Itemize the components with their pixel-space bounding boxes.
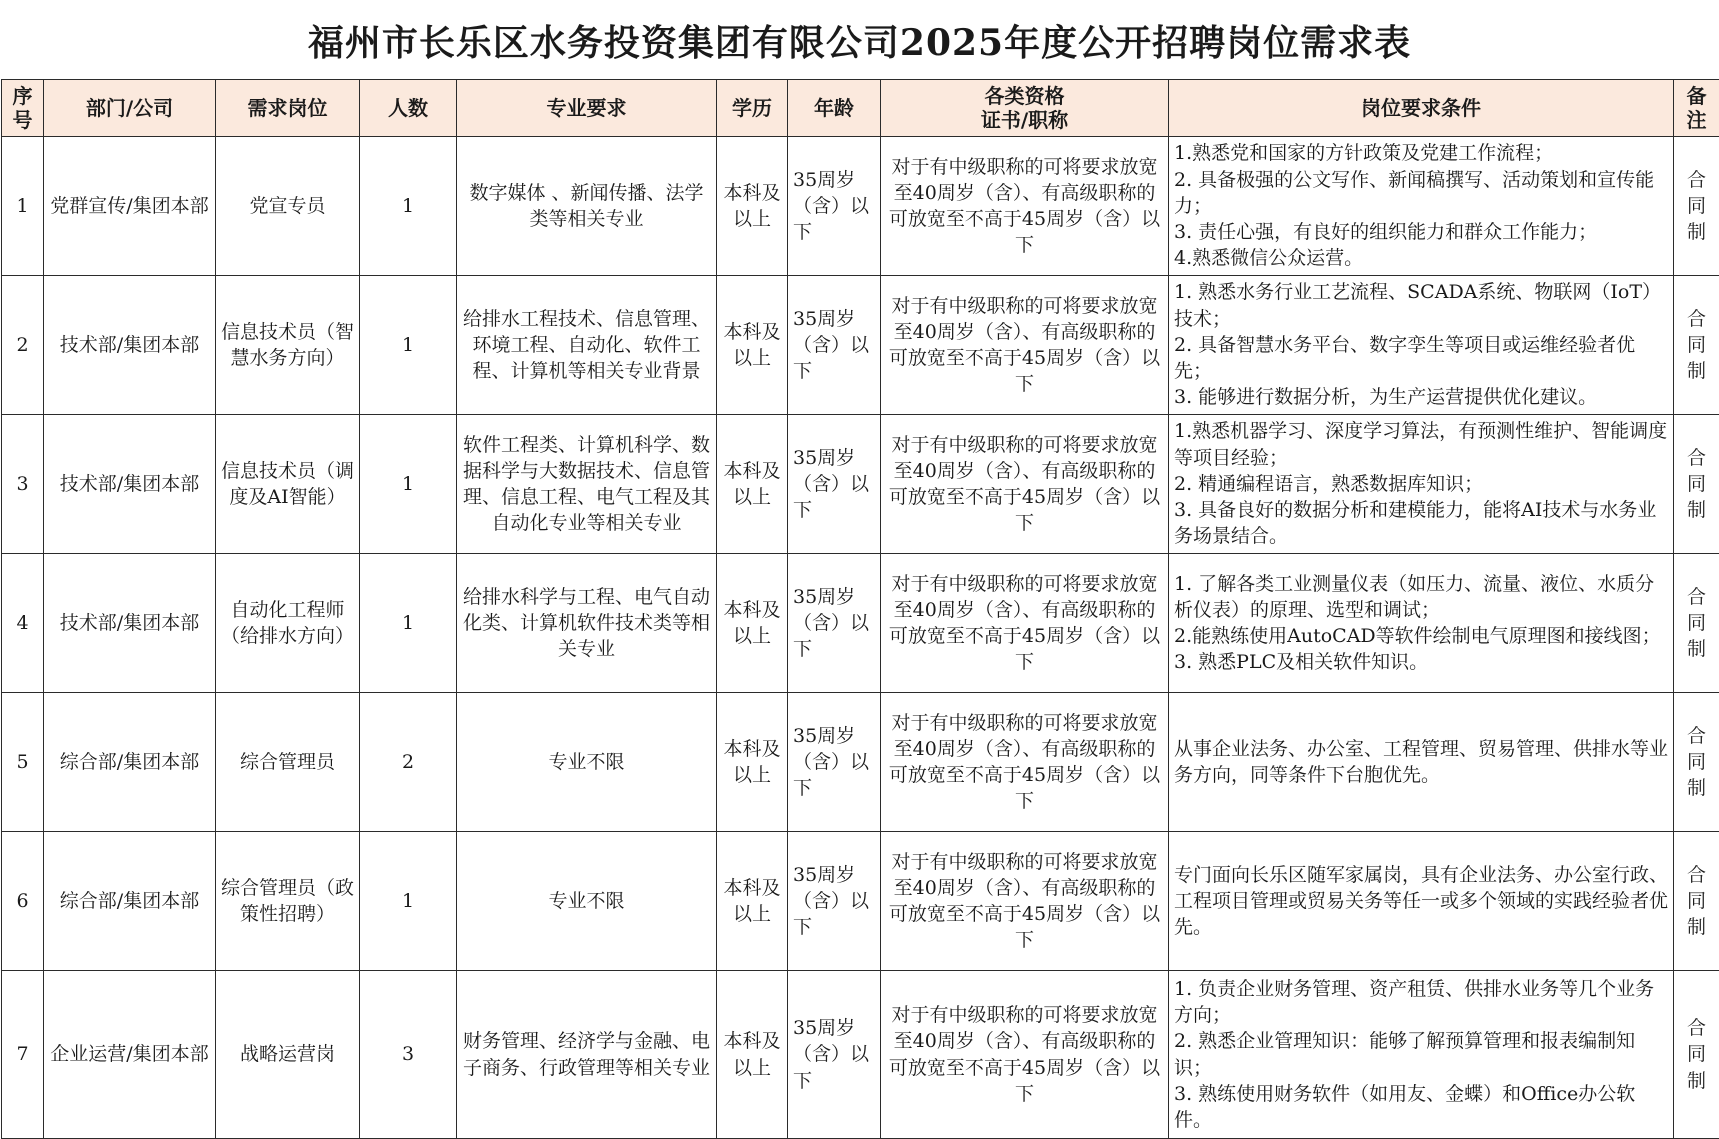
- cell-requirements: [1169, 832, 1674, 971]
- cell-position: 战略运营岗: [216, 971, 360, 1139]
- header-cert-line2: 证书/职称: [886, 108, 1163, 132]
- requirement-line: 1. 负责企业财务管理、资产租赁、供排水业务等几个业务方向；: [1174, 976, 1668, 1028]
- requirement-line: 3. 熟悉PLC及相关软件知识。: [1174, 649, 1668, 675]
- requirement-line: 1.熟悉机器学习、深度学习算法，有预测性维护、智能调度等项目经验；: [1174, 418, 1668, 470]
- cell-count: 1: [360, 415, 457, 554]
- cell-education: 本科及以上: [717, 276, 788, 415]
- cell-major: 数字媒体 、新闻传播、法学类等相关专业: [457, 137, 717, 276]
- table-row: [2, 137, 1719, 276]
- header-row: [2, 80, 1719, 137]
- cell-count: 1: [360, 137, 457, 276]
- header-age: 年龄: [788, 80, 881, 137]
- requirement-line: 2. 熟悉企业管理知识：能够了解预算管理和报表编制知识；: [1174, 1028, 1668, 1080]
- cell-education: 本科及以上: [717, 971, 788, 1139]
- header-dept: 部门/公司: [44, 80, 216, 137]
- cell-major: 专业不限: [457, 693, 717, 832]
- requirement-line: 2.能熟练使用AutoCAD等软件绘制电气原理图和接线图；: [1174, 623, 1668, 649]
- cell-age: 35周岁（含）以下: [788, 832, 881, 971]
- cell-dept: 企业运营/集团本部: [44, 971, 216, 1139]
- cell-requirements: [1169, 554, 1674, 693]
- cell-dept: 综合部/集团本部: [44, 832, 216, 971]
- cell-note: 合同制: [1674, 554, 1719, 693]
- table-row: [2, 415, 1719, 554]
- cell-age: 35周岁（含）以下: [788, 693, 881, 832]
- cell-education: 本科及以上: [717, 554, 788, 693]
- table-row: [2, 832, 1719, 971]
- cell-position: 综合管理员: [216, 693, 360, 832]
- recruitment-table: [1, 79, 1719, 1139]
- requirement-line: 3. 熟练使用财务软件（如用友、金蝶）和Office办公软件。: [1174, 1081, 1668, 1133]
- cell-cert: 对于有中级职称的可将要求放宽至40周岁（含）、有高级职称的可放宽至不高于45周岁（含）以下: [881, 971, 1169, 1139]
- cell-education: 本科及以上: [717, 693, 788, 832]
- cell-age: 35周岁（含）以下: [788, 137, 881, 276]
- cell-education: 本科及以上: [717, 415, 788, 554]
- header-seq: 序号: [2, 80, 44, 137]
- header-cert-line1: 各类资格: [886, 84, 1163, 108]
- header-count: 人数: [360, 80, 457, 137]
- cell-major: 软件工程类、计算机科学、数据科学与大数据技术、信息管理、信息工程、电气工程及其自动化专业等相关专业: [457, 415, 717, 554]
- table-row: [2, 276, 1719, 415]
- header-cert: [881, 80, 1169, 137]
- cell-age: 35周岁（含）以下: [788, 415, 881, 554]
- cell-requirements: [1169, 137, 1674, 276]
- requirement-line: 3. 责任心强，有良好的组织能力和群众工作能力；: [1174, 219, 1668, 245]
- requirement-line: 1. 了解各类工业测量仪表（如压力、流量、液位、水质分析仪表）的原理、选型和调试；: [1174, 571, 1668, 623]
- cell-cert: 对于有中级职称的可将要求放宽至40周岁（含）、有高级职称的可放宽至不高于45周岁（含）以下: [881, 832, 1169, 971]
- cell-seq: 5: [2, 693, 44, 832]
- requirement-line: 2. 具备极强的公文写作、新闻稿撰写、活动策划和宣传能力；: [1174, 167, 1668, 219]
- cell-note: 合同制: [1674, 137, 1719, 276]
- cell-seq: 6: [2, 832, 44, 971]
- cell-age: 35周岁（含）以下: [788, 554, 881, 693]
- cell-seq: 4: [2, 554, 44, 693]
- cell-cert: 对于有中级职称的可将要求放宽至40周岁（含）、有高级职称的可放宽至不高于45周岁（含）以下: [881, 276, 1169, 415]
- cell-dept: 技术部/集团本部: [44, 276, 216, 415]
- cell-position: 自动化工程师（给排水方向）: [216, 554, 360, 693]
- cell-position: 综合管理员（政策性招聘）: [216, 832, 360, 971]
- requirement-line: 4.熟悉微信公众运营。: [1174, 245, 1668, 271]
- table-row: [2, 693, 1719, 832]
- cell-education: 本科及以上: [717, 137, 788, 276]
- cell-note: 合同制: [1674, 276, 1719, 415]
- cell-note: 合同制: [1674, 693, 1719, 832]
- requirement-line: 2. 精通编程语言，熟悉数据库知识；: [1174, 471, 1668, 497]
- cell-major: 给排水科学与工程、电气自动化类、计算机软件技术类等相关专业: [457, 554, 717, 693]
- cell-requirements: [1169, 276, 1674, 415]
- cell-cert: 对于有中级职称的可将要求放宽至40周岁（含）、有高级职称的可放宽至不高于45周岁（含）以下: [881, 137, 1169, 276]
- table-row: [2, 554, 1719, 693]
- requirement-line: 1.熟悉党和国家的方针政策及党建工作流程；: [1174, 140, 1668, 166]
- cell-major: 专业不限: [457, 832, 717, 971]
- cell-requirements: [1169, 971, 1674, 1139]
- header-position: 需求岗位: [216, 80, 360, 137]
- cell-note: 合同制: [1674, 971, 1719, 1139]
- cell-requirements: [1169, 693, 1674, 832]
- cell-count: 1: [360, 832, 457, 971]
- header-major: 专业要求: [457, 80, 717, 137]
- cell-requirements: [1169, 415, 1674, 554]
- cell-count: 3: [360, 971, 457, 1139]
- cell-cert: 对于有中级职称的可将要求放宽至40周岁（含）、有高级职称的可放宽至不高于45周岁（含）以下: [881, 415, 1169, 554]
- cell-position: 信息技术员（调度及AI智能）: [216, 415, 360, 554]
- cell-dept: 技术部/集团本部: [44, 554, 216, 693]
- requirement-line: 3. 能够进行数据分析，为生产运营提供优化建议。: [1174, 384, 1668, 410]
- cell-count: 1: [360, 276, 457, 415]
- cell-dept: 综合部/集团本部: [44, 693, 216, 832]
- cell-age: 35周岁（含）以下: [788, 276, 881, 415]
- header-education: 学历: [717, 80, 788, 137]
- cell-dept: 技术部/集团本部: [44, 415, 216, 554]
- cell-count: 1: [360, 554, 457, 693]
- cell-note: 合同制: [1674, 832, 1719, 971]
- requirement-line: 从事企业法务、办公室、工程管理、贸易管理、供排水等业务方向，同等条件下台胞优先。: [1174, 736, 1668, 788]
- cell-dept: 党群宣传/集团本部: [44, 137, 216, 276]
- requirement-line: 2. 具备智慧水务平台、数字孪生等项目或运维经验者优先；: [1174, 332, 1668, 384]
- cell-position: 信息技术员（智慧水务方向）: [216, 276, 360, 415]
- cell-seq: 1: [2, 137, 44, 276]
- cell-position: 党宣专员: [216, 137, 360, 276]
- cell-major: 财务管理、经济学与金融、电子商务、行政管理等相关专业: [457, 971, 717, 1139]
- requirement-line: 专门面向长乐区随军家属岗，具有企业法务、办公室行政、工程项目管理或贸易关务等任一或多个领域的实践经验者优先。: [1174, 862, 1668, 941]
- cell-seq: 7: [2, 971, 44, 1139]
- cell-major: 给排水工程技术、信息管理、环境工程、自动化、软件工程、计算机等相关专业背景: [457, 276, 717, 415]
- requirement-line: 1. 熟悉水务行业工艺流程、SCADA系统、物联网（IoT）技术；: [1174, 279, 1668, 331]
- cell-seq: 3: [2, 415, 44, 554]
- cell-education: 本科及以上: [717, 832, 788, 971]
- cell-cert: 对于有中级职称的可将要求放宽至40周岁（含）、有高级职称的可放宽至不高于45周岁（含）以下: [881, 693, 1169, 832]
- page-title: 福州市长乐区水务投资集团有限公司2025年度公开招聘岗位需求表: [0, 0, 1719, 80]
- table-row: [2, 971, 1719, 1139]
- cell-age: 35周岁（含）以下: [788, 971, 881, 1139]
- cell-note: 合同制: [1674, 415, 1719, 554]
- cell-seq: 2: [2, 276, 44, 415]
- table-body: [2, 137, 1719, 1139]
- header-requirements: 岗位要求条件: [1169, 80, 1674, 137]
- cell-cert: 对于有中级职称的可将要求放宽至40周岁（含）、有高级职称的可放宽至不高于45周岁（含）以下: [881, 554, 1169, 693]
- cell-count: 2: [360, 693, 457, 832]
- header-note: 备注: [1674, 80, 1719, 137]
- requirement-line: 3. 具备良好的数据分析和建模能力，能将AI技术与水务业务场景结合。: [1174, 497, 1668, 549]
